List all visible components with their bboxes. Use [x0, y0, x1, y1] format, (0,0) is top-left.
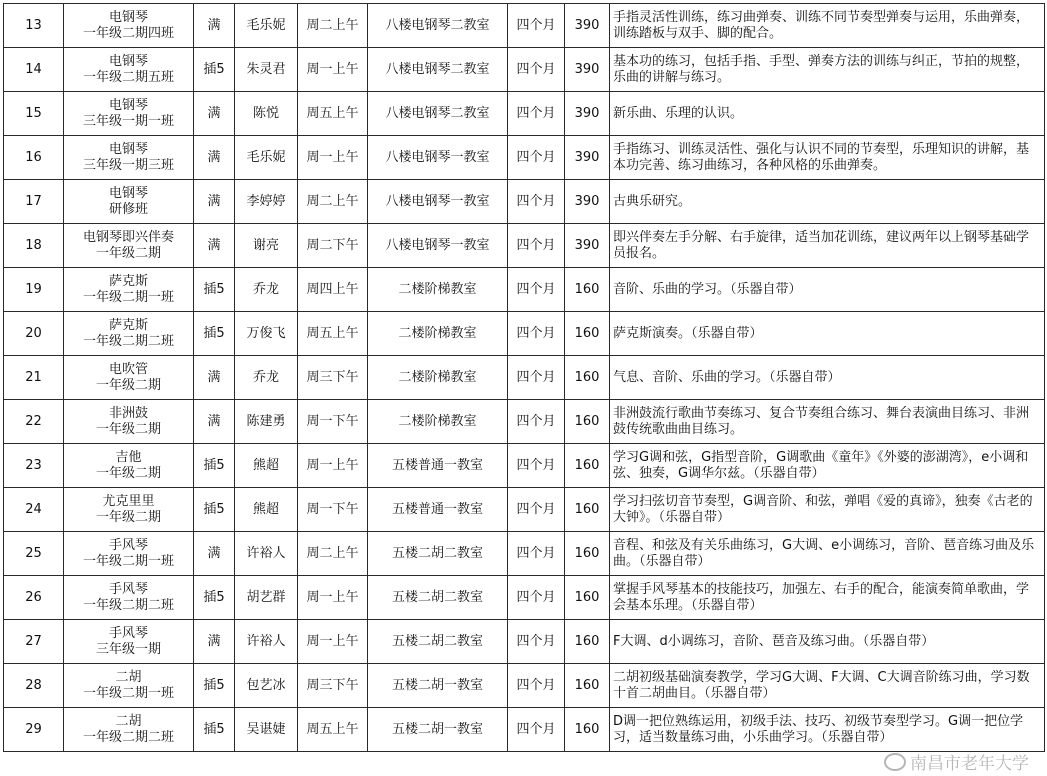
course-name-cell: 吉他 一年级二期 [64, 444, 194, 488]
enrollment-status-cell: 插5 [194, 576, 235, 620]
classroom-cell: 八楼电钢琴二教室 [368, 4, 508, 48]
table-row [4, 268, 1045, 312]
duration-cell: 四个月 [508, 224, 565, 268]
teacher-cell: 陈悦 [235, 92, 298, 136]
teacher-cell: 胡艺群 [235, 576, 298, 620]
class-time-cell: 周三下午 [298, 664, 368, 708]
course-name-cell: 萨克斯 一年级二期二班 [64, 312, 194, 356]
teacher-cell: 毛乐妮 [235, 4, 298, 48]
row-number-cell: 21 [4, 356, 64, 400]
class-time-cell: 周一上午 [298, 620, 368, 664]
course-name-cell: 电钢琴 一年级二期五班 [64, 48, 194, 92]
duration-cell: 四个月 [508, 488, 565, 532]
fee-cell: 390 [565, 136, 610, 180]
course-name-cell: 手风琴 一年级二期二班 [64, 576, 194, 620]
fee-cell: 160 [565, 268, 610, 312]
description-cell: 基本功的练习，包括手指、手型、弹奏方法的训练与纠正，节拍的规整，乐曲的讲解与练习。 [610, 48, 1045, 92]
table-row [4, 488, 1045, 532]
teacher-cell: 乔龙 [235, 356, 298, 400]
course-name-cell: 非洲鼓 一年级二期 [64, 400, 194, 444]
enrollment-status-cell: 满 [194, 136, 235, 180]
row-number-cell: 24 [4, 488, 64, 532]
duration-cell: 四个月 [508, 664, 565, 708]
course-name-cell: 电吹管 一年级二期 [64, 356, 194, 400]
course-name-cell: 电钢琴即兴伴奏 一年级二期 [64, 224, 194, 268]
description-cell: 萨克斯演奏。（乐器自带） [610, 312, 1045, 356]
fee-cell: 390 [565, 180, 610, 224]
description-cell: 音程、和弦及有关乐曲练习，G大调、e小调练习，音阶、琶音练习曲及乐曲。（乐器自带） [610, 532, 1045, 576]
duration-cell: 四个月 [508, 400, 565, 444]
classroom-cell: 二楼阶梯教室 [368, 312, 508, 356]
watermark [884, 749, 1029, 774]
course-name-cell: 电钢琴 三年级一期三班 [64, 136, 194, 180]
row-number-cell: 27 [4, 620, 64, 664]
table-row [4, 136, 1045, 180]
table-row [4, 48, 1045, 92]
course-name-cell: 电钢琴 三年级一期一班 [64, 92, 194, 136]
classroom-cell: 八楼电钢琴二教室 [368, 48, 508, 92]
classroom-cell: 五楼二胡二教室 [368, 532, 508, 576]
row-number-cell: 17 [4, 180, 64, 224]
duration-cell: 四个月 [508, 312, 565, 356]
enrollment-status-cell: 插5 [194, 664, 235, 708]
class-time-cell: 周一上午 [298, 576, 368, 620]
table-row [4, 576, 1045, 620]
table-row [4, 708, 1045, 752]
row-number-cell: 29 [4, 708, 64, 752]
course-name-cell: 电钢琴 一年级二期四班 [64, 4, 194, 48]
fee-cell: 390 [565, 4, 610, 48]
watermark-text: 南昌市老年大学 [910, 754, 1029, 774]
teacher-cell: 熊超 [235, 444, 298, 488]
fee-cell: 390 [565, 48, 610, 92]
classroom-cell: 二楼阶梯教室 [368, 400, 508, 444]
classroom-cell: 二楼阶梯教室 [368, 268, 508, 312]
description-cell: 非洲鼓流行歌曲节奏练习、复合节奏组合练习、舞台表演曲目练习、非洲鼓传统歌曲曲目练习。 [610, 400, 1045, 444]
duration-cell: 四个月 [508, 4, 565, 48]
class-time-cell: 周四上午 [298, 268, 368, 312]
course-name-cell: 萨克斯 一年级二期一班 [64, 268, 194, 312]
row-number-cell: 28 [4, 664, 64, 708]
fee-cell: 160 [565, 312, 610, 356]
class-time-cell: 周一上午 [298, 48, 368, 92]
duration-cell: 四个月 [508, 620, 565, 664]
fee-cell: 160 [565, 576, 610, 620]
enrollment-status-cell: 满 [194, 532, 235, 576]
description-cell: 学习G调和弦，G指型音阶，G调歌曲《童年》《外婆的澎湖湾》，e小调和弦、独奏，G调华尔兹。（乐器自带） [610, 444, 1045, 488]
teacher-cell: 谢亮 [235, 224, 298, 268]
classroom-cell: 八楼电钢琴一教室 [368, 180, 508, 224]
table-row [4, 532, 1045, 576]
wechat-icon [884, 753, 906, 771]
fee-cell: 160 [565, 356, 610, 400]
duration-cell: 四个月 [508, 48, 565, 92]
enrollment-status-cell: 插5 [194, 312, 235, 356]
duration-cell: 四个月 [508, 576, 565, 620]
table-row [4, 92, 1045, 136]
fee-cell: 160 [565, 620, 610, 664]
fee-cell: 390 [565, 92, 610, 136]
classroom-cell: 五楼普通一教室 [368, 444, 508, 488]
teacher-cell: 熊超 [235, 488, 298, 532]
course-name-cell: 二胡 一年级二期二班 [64, 708, 194, 752]
class-time-cell: 周一上午 [298, 444, 368, 488]
row-number-cell: 23 [4, 444, 64, 488]
classroom-cell: 八楼电钢琴二教室 [368, 92, 508, 136]
class-time-cell: 周五上午 [298, 708, 368, 752]
teacher-cell: 万俊飞 [235, 312, 298, 356]
description-cell: 手指灵活性训练，练习曲弹奏、训练不同节奏型弹奏与运用，乐曲弹奏，训练踏板与双手、脚的配合。 [610, 4, 1045, 48]
row-number-cell: 15 [4, 92, 64, 136]
row-number-cell: 19 [4, 268, 64, 312]
table-row [4, 180, 1045, 224]
enrollment-status-cell: 满 [194, 180, 235, 224]
enrollment-status-cell: 满 [194, 224, 235, 268]
description-cell: 古典乐研究。 [610, 180, 1045, 224]
course-name-cell: 二胡 一年级二期一班 [64, 664, 194, 708]
course-name-cell: 手风琴 三年级一期 [64, 620, 194, 664]
table-row [4, 356, 1045, 400]
duration-cell: 四个月 [508, 532, 565, 576]
enrollment-status-cell: 满 [194, 92, 235, 136]
table-row [4, 664, 1045, 708]
description-cell: 音阶、乐曲的学习。（乐器自带） [610, 268, 1045, 312]
classroom-cell: 五楼二胡二教室 [368, 576, 508, 620]
description-cell: 新乐曲、乐理的认识。 [610, 92, 1045, 136]
fee-cell: 160 [565, 664, 610, 708]
row-number-cell: 25 [4, 532, 64, 576]
duration-cell: 四个月 [508, 356, 565, 400]
table-row [4, 400, 1045, 444]
classroom-cell: 五楼普通一教室 [368, 488, 508, 532]
row-number-cell: 22 [4, 400, 64, 444]
teacher-cell: 许裕人 [235, 532, 298, 576]
description-cell: 掌握手风琴基本的技能技巧，加强左、右手的配合，能演奏简单歌曲，学会基本乐理。（乐器自带） [610, 576, 1045, 620]
enrollment-status-cell: 插5 [194, 48, 235, 92]
enrollment-status-cell: 插5 [194, 488, 235, 532]
course-table [3, 3, 1045, 752]
teacher-cell: 许裕人 [235, 620, 298, 664]
description-cell: D调一把位熟练运用，初级手法、技巧、初级节奏型学习。G调一把位学习，适当数量练习曲，小乐曲学习。（乐器自带） [610, 708, 1045, 752]
teacher-cell: 吴谌婕 [235, 708, 298, 752]
enrollment-status-cell: 满 [194, 400, 235, 444]
classroom-cell: 八楼电钢琴一教室 [368, 224, 508, 268]
enrollment-status-cell: 满 [194, 4, 235, 48]
row-number-cell: 18 [4, 224, 64, 268]
fee-cell: 160 [565, 444, 610, 488]
row-number-cell: 13 [4, 4, 64, 48]
description-cell: 气息、音阶、乐曲的学习。（乐器自带） [610, 356, 1045, 400]
course-name-cell: 手风琴 一年级二期一班 [64, 532, 194, 576]
row-number-cell: 14 [4, 48, 64, 92]
fee-cell: 160 [565, 532, 610, 576]
teacher-cell: 朱灵君 [235, 48, 298, 92]
enrollment-status-cell: 满 [194, 620, 235, 664]
table-row [4, 4, 1045, 48]
classroom-cell: 八楼电钢琴一教室 [368, 136, 508, 180]
class-time-cell: 周一下午 [298, 488, 368, 532]
row-number-cell: 16 [4, 136, 64, 180]
classroom-cell: 五楼二胡一教室 [368, 664, 508, 708]
course-name-cell: 尤克里里 一年级二期 [64, 488, 194, 532]
fee-cell: 160 [565, 400, 610, 444]
course-name-cell: 电钢琴 研修班 [64, 180, 194, 224]
row-number-cell: 20 [4, 312, 64, 356]
duration-cell: 四个月 [508, 92, 565, 136]
fee-cell: 160 [565, 488, 610, 532]
table-row [4, 224, 1045, 268]
description-cell: 手指练习、训练灵活性、强化与认识不同的节奏型，乐理知识的讲解，基本功完善、练习曲练习，各种风格的乐曲弹奏。 [610, 136, 1045, 180]
teacher-cell: 陈建勇 [235, 400, 298, 444]
class-time-cell: 周二上午 [298, 4, 368, 48]
fee-cell: 390 [565, 224, 610, 268]
teacher-cell: 李婷婷 [235, 180, 298, 224]
row-number-cell: 26 [4, 576, 64, 620]
class-time-cell: 周二上午 [298, 532, 368, 576]
teacher-cell: 包艺冰 [235, 664, 298, 708]
teacher-cell: 乔龙 [235, 268, 298, 312]
enrollment-status-cell: 插5 [194, 444, 235, 488]
enrollment-status-cell: 插5 [194, 708, 235, 752]
table-row [4, 444, 1045, 488]
enrollment-status-cell: 插5 [194, 268, 235, 312]
class-time-cell: 周五上午 [298, 312, 368, 356]
duration-cell: 四个月 [508, 136, 565, 180]
class-time-cell: 周三下午 [298, 356, 368, 400]
duration-cell: 四个月 [508, 444, 565, 488]
class-time-cell: 周一下午 [298, 400, 368, 444]
description-cell: 学习扫弦切音节奏型，G调音阶、和弦，弹唱《爱的真谛》，独奏《古老的大钟》。（乐器自带） [610, 488, 1045, 532]
duration-cell: 四个月 [508, 268, 565, 312]
classroom-cell: 五楼二胡二教室 [368, 620, 508, 664]
class-time-cell: 周二下午 [298, 224, 368, 268]
table-row [4, 312, 1045, 356]
description-cell: 即兴伴奏左手分解、右手旋律，适当加花训练，建议两年以上钢琴基础学员报名。 [610, 224, 1045, 268]
class-time-cell: 周五上午 [298, 92, 368, 136]
classroom-cell: 二楼阶梯教室 [368, 356, 508, 400]
description-cell: F大调、d小调练习，音阶、琶音及练习曲。（乐器自带） [610, 620, 1045, 664]
class-time-cell: 周二上午 [298, 180, 368, 224]
fee-cell: 160 [565, 708, 610, 752]
table-row [4, 620, 1045, 664]
enrollment-status-cell: 满 [194, 356, 235, 400]
teacher-cell: 毛乐妮 [235, 136, 298, 180]
classroom-cell: 五楼二胡一教室 [368, 708, 508, 752]
duration-cell: 四个月 [508, 708, 565, 752]
class-time-cell: 周一上午 [298, 136, 368, 180]
duration-cell: 四个月 [508, 180, 565, 224]
description-cell: 二胡初级基础演奏教学，学习G大调、F大调、C大调音阶练习曲，学习数十首二胡曲目。（乐器自带） [610, 664, 1045, 708]
course-table-body [4, 4, 1045, 752]
